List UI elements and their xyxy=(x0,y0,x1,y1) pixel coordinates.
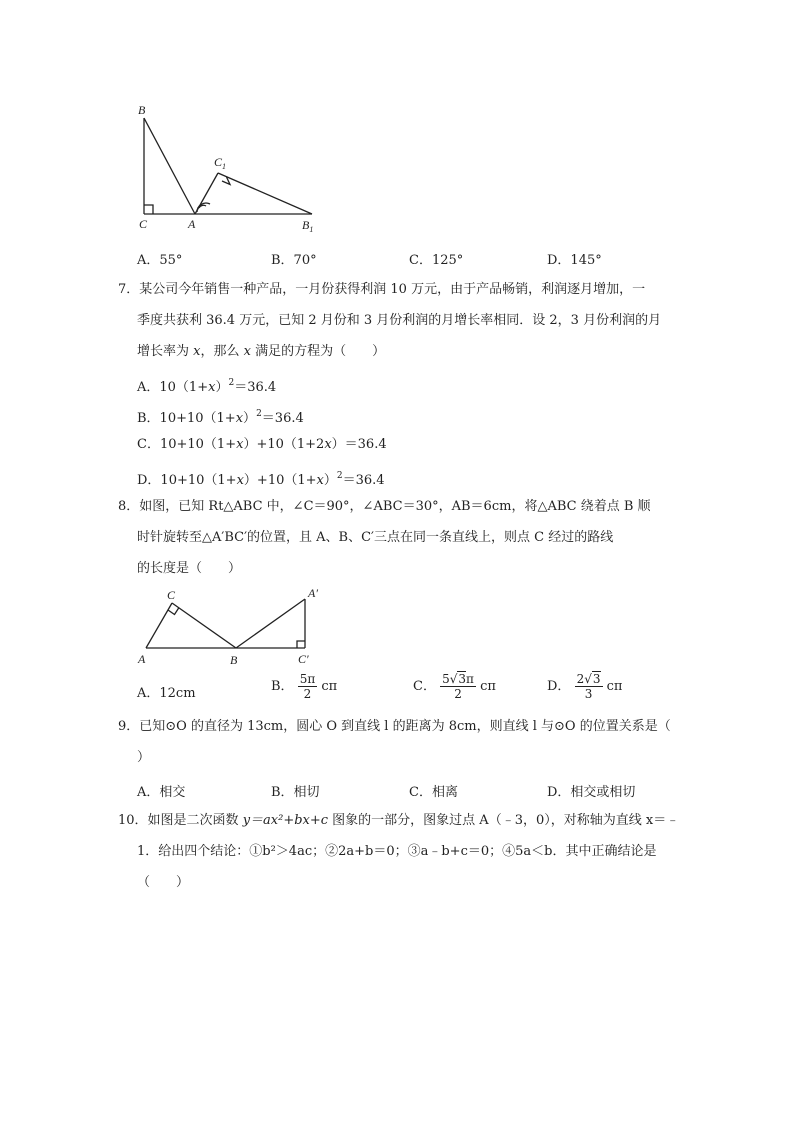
label-b: B xyxy=(138,103,146,117)
segment-ac xyxy=(146,603,172,648)
label-a: A xyxy=(188,217,196,231)
label-c-prime: C′ xyxy=(298,652,309,666)
q7-stem-line2: 季度共获利 36.4 万元，已知 2 月份和 3 月份利润的月增长率相同．设 2，3 月份利润的月 xyxy=(137,313,662,328)
label-a: A xyxy=(138,652,146,666)
q7-stem-line3: 增长率为 x，那么 x 满足的方程为（ ） xyxy=(137,344,386,359)
q8-figure xyxy=(132,584,332,670)
q7-stem-line1: 7．某公司今年销售一种产品，一月份获得利润 10 万元，由于产品畅销，利润逐月增加，一 xyxy=(118,282,646,297)
q8-option-d[interactable]: D． $\frac{2√3}{3}$ cπ xyxy=(547,672,623,701)
q9-option-d[interactable]: D．相交或相切 xyxy=(547,785,636,800)
q9-stem-line2: ） xyxy=(137,750,151,765)
right-angle-mark-c-prime xyxy=(297,641,305,648)
right-angle-mark-c xyxy=(168,608,179,615)
q6-option-a[interactable]: A．55° xyxy=(137,253,183,268)
q6-option-d[interactable]: D．145° xyxy=(547,253,602,268)
q6-option-c[interactable]: C．125° xyxy=(409,253,464,268)
q10-stem-line2: 1．给出四个结论：①b²＞4ac；②2a+b＝0；③a﹣b+c＝0；④5a＜b．其中正确结论是 xyxy=(137,844,657,859)
q9-option-a[interactable]: A．相交 xyxy=(137,785,186,800)
q7-option-b[interactable]: B．$10+10(1+x)^2=36.4$ xyxy=(137,409,304,426)
q6-option-b[interactable]: B．70° xyxy=(271,253,317,268)
q9-option-c[interactable]: C．相离 xyxy=(409,785,458,800)
segment-ba xyxy=(144,118,195,214)
q10-stem-line1: 10．如图是二次函数 y＝ax²+bx+c 图象的一部分，图象过点 A（﹣3，0），对称轴为直线 x＝﹣ xyxy=(118,813,680,828)
label-c1: $C_1$ xyxy=(214,155,227,171)
q9-option-b[interactable]: B．相切 xyxy=(271,785,320,800)
q8-option-b[interactable]: B． $\frac{5\pi}{2}$ cπ xyxy=(271,672,338,701)
q7-option-a[interactable]: A．$10(1+x)^2=36.4$ xyxy=(137,378,277,395)
q9-stem-line1: 9．已知⊙O 的直径为 13cm，圆心 O 到直线 l 的距离为 8cm，则直线 l 与⊙O 的位置关系是（ xyxy=(118,719,671,734)
segment-c1b1 xyxy=(218,173,312,214)
q8-stem-line3: 的长度是（ ） xyxy=(137,561,242,576)
label-a-prime: A′ xyxy=(308,586,318,600)
segment-cb xyxy=(172,603,236,648)
label-b1: $B_1$ xyxy=(302,218,314,234)
label-b: B xyxy=(230,653,238,667)
q7-option-c[interactable]: C．10+10（1+x）+10（1+2x）＝36.4 xyxy=(137,437,387,452)
q8-stem-line2: 时针旋转至△A′BC′的位置，且 A、B、C′三点在同一条直线上，则点 C 经过的路线 xyxy=(137,530,614,545)
q8-option-a[interactable]: A．12cm xyxy=(137,686,196,701)
q7-option-d[interactable]: D．$10+10(1+x)+10(1+x)^2=36.4$ xyxy=(137,471,385,488)
label-c: C xyxy=(167,588,176,602)
right-angle-mark-c xyxy=(144,205,153,214)
q10-stem-line3: （ ） xyxy=(137,875,190,890)
segment-ba-prime xyxy=(236,599,305,648)
q8-option-c[interactable]: C． $\frac{5√3\pi}{2}$ cπ xyxy=(413,672,496,701)
q8-stem-line1: 8．如图，已知 Rt△ABC 中，∠C＝90°，∠ABC＝30°，AB＝6cm，将△ABC 绕着点 B 顺 xyxy=(118,499,651,514)
label-c: C xyxy=(139,217,148,231)
q6-figure xyxy=(130,100,330,240)
